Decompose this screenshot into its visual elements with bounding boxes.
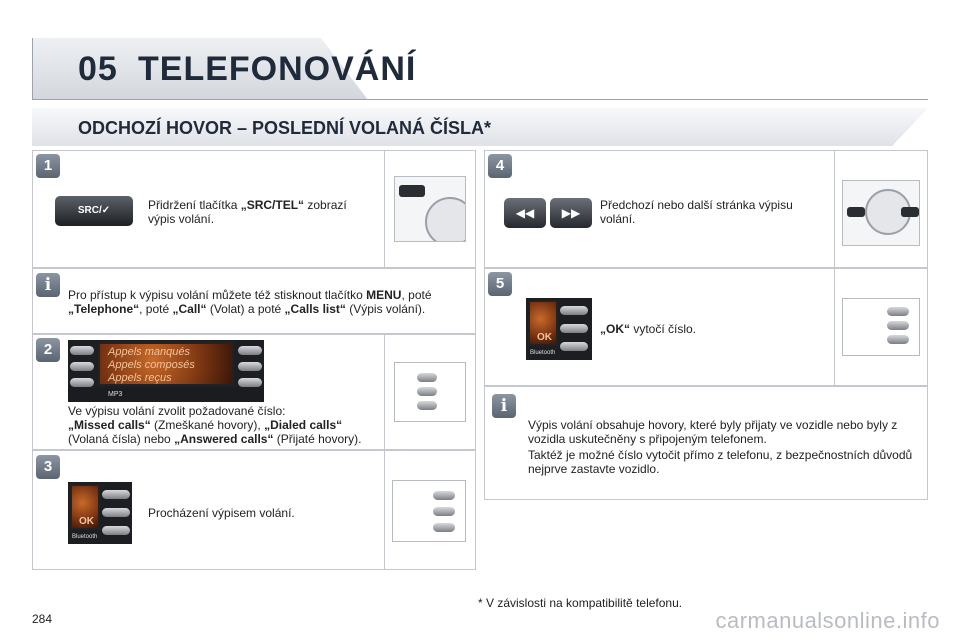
section-title: ODCHOZÍ HOVOR – POSLEDNÍ VOLANÁ ČÍSLA* — [78, 118, 492, 138]
step-3-key — [102, 490, 130, 499]
screen-line-received: Appels reçus — [108, 372, 172, 384]
thumb-key — [417, 401, 437, 410]
step-2-device-thumbnail — [394, 362, 466, 422]
step-5-badge: 5 — [488, 272, 512, 296]
src-tel-button-image: SRC/✓ — [55, 196, 133, 226]
footnote: * V závislosti na kompatibilitě telefonu. — [478, 596, 683, 610]
step-2-key — [238, 378, 262, 387]
step-5-device-thumbnail — [842, 298, 920, 356]
step-2-key — [70, 346, 94, 355]
info-2-paragraph-2: Taktéž je možné číslo vytočit přímo z telefonu, z bezpečnostních důvodů nejprve zastavte vozidlo. — [528, 448, 913, 476]
step-4-text: Předchozí nebo další stránka výpisu volání. — [600, 198, 793, 226]
step-5-ok-label: OK — [537, 332, 552, 343]
info-2-paragraph-1: Výpis volání obsahuje hovory, které byly přijaty ve vozidle nebo byly z vozidla uskutečněny s připojeným telefonem. — [528, 418, 898, 446]
step-5-text: „OK“ vytočí číslo. — [600, 322, 697, 336]
info-2-icon: i — [492, 394, 516, 418]
step-4-divider — [834, 150, 835, 268]
step-5-display-screen — [528, 300, 558, 346]
step-3-divider — [384, 450, 385, 570]
step-2-badge: 2 — [36, 338, 60, 362]
step-3-device-thumbnail — [392, 480, 466, 542]
step-5-key — [560, 306, 588, 315]
thumb-key — [887, 321, 909, 330]
step-2-key — [238, 346, 262, 355]
thumb-key — [887, 307, 909, 316]
step-3-display-screen — [70, 484, 100, 530]
thumb-key — [417, 373, 437, 382]
step-1-badge: 1 — [36, 154, 60, 178]
step-5-key — [560, 324, 588, 333]
next-page-icon: ▶▶ — [550, 198, 592, 228]
step-1-device-thumbnail — [394, 176, 466, 242]
thumb-key — [887, 335, 909, 344]
chapter-number: 05 — [78, 50, 118, 88]
step-2-display-screen — [98, 342, 234, 386]
page-number: 284 — [32, 612, 53, 626]
info-1-text: Pro přístup k výpisu volání můžete též stisknout tlačítko MENU, poté „Telephone“, poté „Call“ (Volat) a poté „Calls list“ (Výpis volání). — [68, 288, 432, 316]
step-2-divider — [384, 334, 385, 450]
screen-line-dialed: Appels composés — [108, 359, 195, 371]
thumb-key — [433, 523, 455, 532]
step-2-key — [70, 378, 94, 387]
thumb-key — [433, 507, 455, 516]
chapter-title: TELEFONOVÁNÍ — [138, 50, 417, 88]
screen-line-missed: Appels manqués — [108, 346, 190, 358]
thumb-key — [417, 387, 437, 396]
chapter-divider — [32, 99, 928, 100]
step-3-badge: 3 — [36, 455, 60, 479]
step-2-key — [70, 362, 94, 371]
watermark: carmanualsonline.info — [715, 608, 940, 633]
step-3-bluetooth-label: Bluetooth — [72, 534, 98, 540]
info-1-icon: i — [36, 273, 60, 297]
step-3-ok-label: OK — [79, 516, 94, 527]
previous-page-icon: ◀◀ — [504, 198, 546, 228]
step-5-bluetooth-label: Bluetooth — [530, 350, 556, 356]
step-1-divider — [384, 150, 385, 268]
step-3-key — [102, 508, 130, 517]
step-5-key — [560, 342, 588, 351]
step-2-text: Ve výpisu volání zvolit požadované číslo: „Missed calls“ (Zmeškané hovory), „Dialed calls“ (Volaná čísla) nebo „Answered calls“ (Přijaté hovory). — [68, 404, 362, 446]
thumb-key — [433, 491, 455, 500]
step-3-text: Procházení výpisem volání. — [148, 506, 295, 520]
step-4-device-thumbnail — [842, 180, 920, 246]
step-2-key — [238, 362, 262, 371]
step-1-text: Přidržení tlačítka „SRC/TEL“ zobrazí výpis volání. — [148, 198, 347, 226]
step-5-divider — [834, 268, 835, 386]
step-4-badge: 4 — [488, 154, 512, 178]
step-3-key — [102, 526, 130, 535]
step-2-mp3-strip: MP3 — [68, 388, 264, 402]
